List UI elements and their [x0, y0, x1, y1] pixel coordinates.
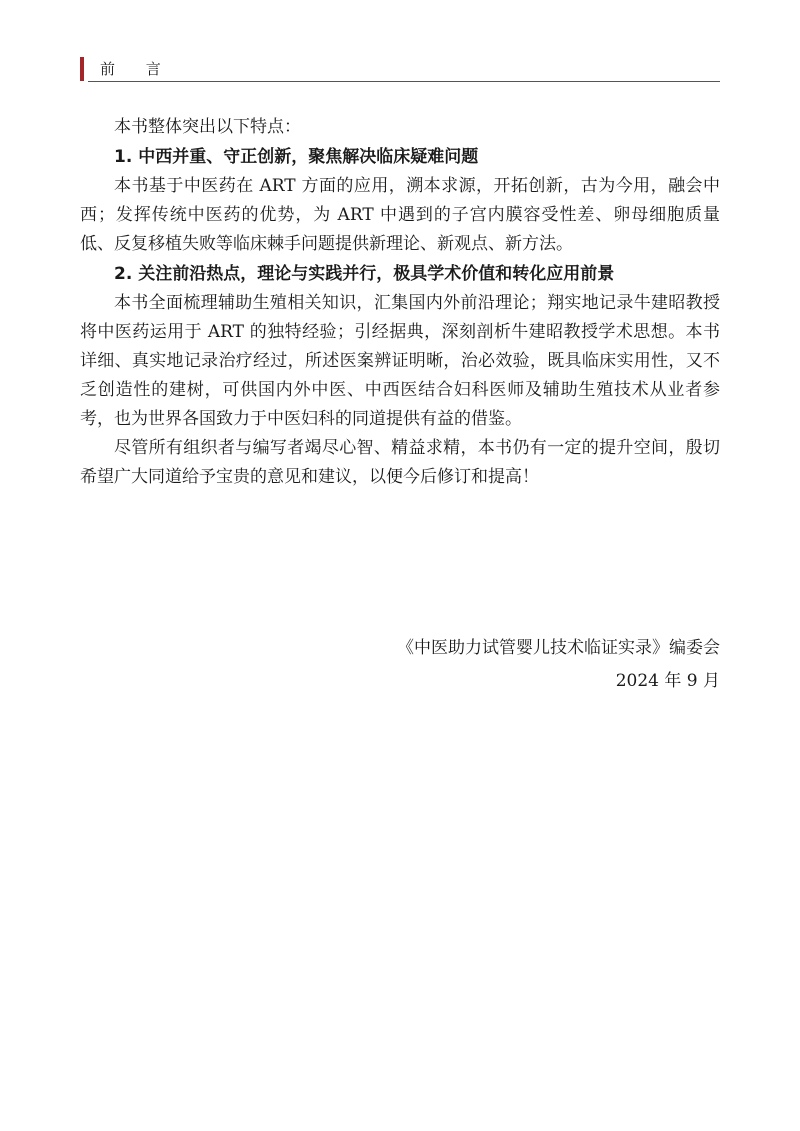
closing-paragraph: 尽管所有组织者与编写者竭尽心智、精益求精，本书仍有一定的提升空间，殷切希望广大同道给予宝贵的意见和建议，以便今后修订和提高！	[80, 438, 720, 487]
intro-paragraph: 本书整体突出以下特点：	[114, 117, 301, 137]
page-header	[80, 57, 720, 83]
header-title: 前 言	[100, 60, 174, 78]
section-paragraph-1: 本书基于中医药在 ART 方面的应用，溯本求源，开拓创新，古为今用，融会中西；发挥传统中医药的优势，为 ART 中遇到的子宫内膜容受性差、卵母细胞质量低、反复移植失败等临床棘手问题提供新理论、新观点、新方法。	[80, 176, 720, 254]
signature-date: 2024 年 9 月	[615, 671, 720, 691]
preface-body	[80, 113, 720, 492]
header-accent-bar	[80, 57, 84, 81]
header-divider	[88, 81, 720, 82]
section-heading-2: 2. 关注前沿热点，理论与实践并行，极具学术价值和转化应用前景	[114, 264, 615, 284]
section-heading-1: 1. 中西并重、守正创新，聚焦解决临床疑难问题	[114, 147, 479, 167]
signature-organization: 《中医助力试管婴儿技术临证实录》编委会	[397, 638, 720, 658]
signature-block	[397, 632, 720, 698]
section-paragraph-2: 本书全面梳理辅助生殖相关知识，汇集国内外前沿理论；翔实地记录牛建昭教授将中医药运用于 ART 的独特经验；引经据典，深刻剖析牛建昭教授学术思想。本书详细、真实地记录治疗经过，所述医案辨证明晰，治必效验，既具临床实用性，又不乏创造性的建树，可供国内外中医、中西医结合妇科医师及辅助生殖技术从业者参考，也为世界各国致力于中医妇科的同道提供有益的借鉴。	[80, 293, 720, 429]
